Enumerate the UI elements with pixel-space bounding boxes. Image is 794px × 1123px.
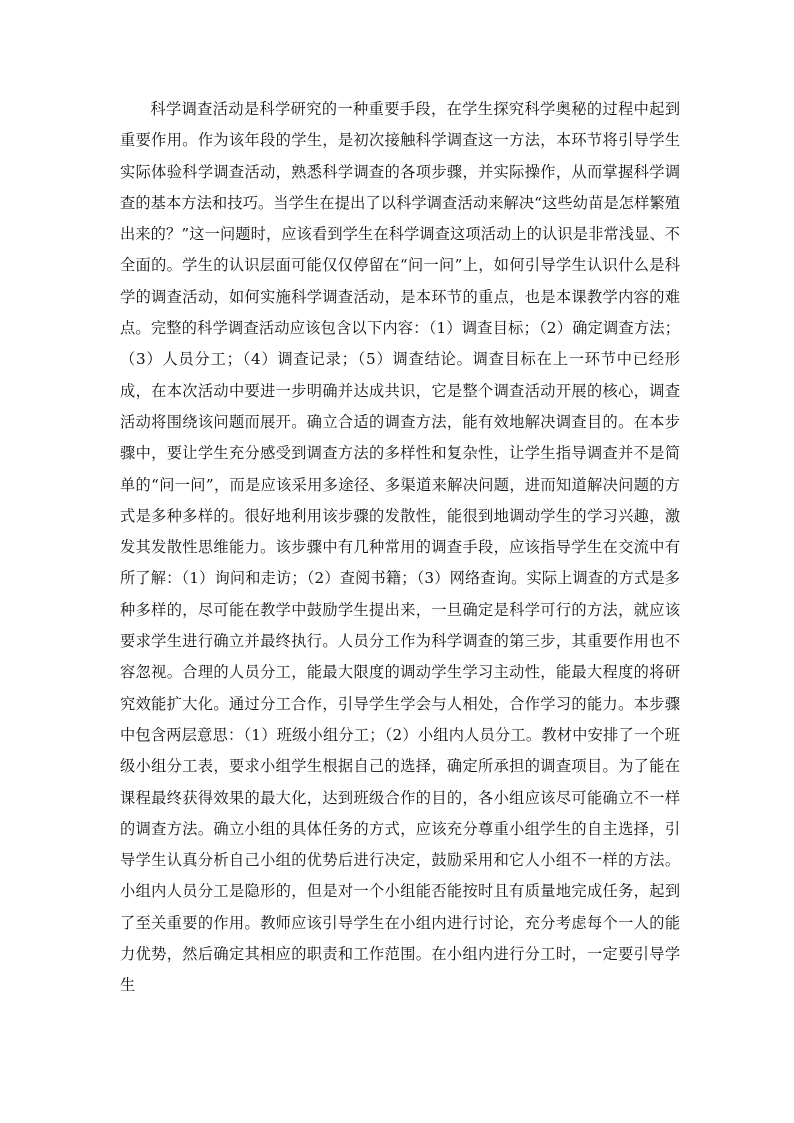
body-paragraph: 科学调查活动是科学研究的一种重要手段，在学生探究科学奥秘的过程中起到重要作用。作为该年段的学生，是初次接触科学调查这一方法，本环节将引导学生实际体验科学调查活动，熟悉科学调查的各项步骤，并实际操作，从而掌握科学调查的基本方法和技巧。当学生在提出了以科学调查活动来解决“这些幼苗是怎样繁殖出来的？”这一问题时，应该看到学生在科学调查这项活动上的认识是非常浅显、不全面的。学生的认识层面可能仅仅停留在“问一问”上，如何引导学生认识什么是科学的调查活动，如何实施科学调查活动，是本环节的重点，也是本课教学内容的难点。完整的科学调查活动应该包含以下内容：（1）调查目标；（2）确定调查方法；（3）人员分工；（4）调查记录；（5）调查结论。调查目标在上一环节中已经形成，在本次活动中要进一步明确并达成共识，它是整个调查活动开展的核心，调查活动将围绕该问题而展开。确立合适的调查方法，能有效地解决调查目的。在本步骤中，要让学生充分感受到调查方法的多样性和复杂性，让学生指导调查并不是简单的“问一问”，而是应该采用多途径、多渠道来解决问题，进而知道解决问题的方式是多种多样的。很好地利用该步骤的发散性，能很到地调动学生的学习兴趣，激发其发散性思维能力。该步骤中有几种常用的调查手段，应该指导学生在交流中有所了解：（1）询问和走访；（2）查阅书籍；（3）网络查询。实际上调查的方式是多种多样的，尽可能在教学中鼓励学生提出来，一旦确定是科学可行的方法，就应该要求学生进行确立并最终执行。人员分工作为科学调查的第三步，其重要作用也不容忽视。合理的人员分工，能最大限度的调动学生学习主动性，能最大程度的将研究效能扩大化。通过分工合作，引导学生学会与人相处，合作学习的能力。本步骤中包含两层意思：（1）班级小组分工；（2）小组内人员分工。教材中安排了一个班级小组分工表，要求小组学生根据自己的选择，确定所承担的调查项目。为了能在课程最终获得效果的最大化，达到班级合作的目的，各小组应该尽可能确立不一样的调查方法。确立小组的具体任务的方式，应该充分尊重小组学生的自主选择，引导学生认真分析自己小组的优势后进行决定，鼓励采用和它人小组不一样的方法。小组内人员分工是隐形的，但是对一个小组能否能按时且有质量地完成任务，起到了至关重要的作用。教师应该引导学生在小组内进行讨论，充分考虑每个一人的能力优势，然后确定其相应的职责和工作范围。在小组内进行分工时，一定要引导学生 [120,100,680,995]
